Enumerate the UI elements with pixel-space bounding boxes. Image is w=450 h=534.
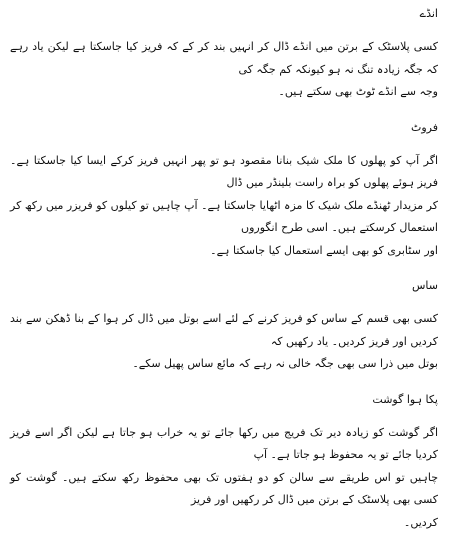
- paragraph-line: کسی بھی قسم کے ساس کو فریز کرنے کے لئے اسے بوتل میں ڈال کر ہوا کے بنا ڈھکن سے بند کردیں اور فریز کردیں۔ یاد رکھیں کہ: [10, 308, 438, 353]
- paragraph-line: چاہیں تو اس طریقے سے سالن کو دو ہفتوں تک بھی محفوظ رکھ سکتے ہیں۔ گوشت کو کسی بھی پلاسٹک کے برتن میں ڈال کر رکھیں اور فریز: [10, 467, 438, 512]
- section-paragraph: [10, 150, 438, 263]
- section-heading: فروٹ: [10, 118, 438, 137]
- paragraph-line: اگر آپ کو پھلوں کا ملک شیک بنانا مقصود ہو تو پھر انہیں فریز کرکے ایسا کیا جاسکتا ہے۔ فریز ہوئے پھلوں کو براہ راست بلینڈر میں ڈال: [10, 150, 438, 195]
- section-eggs: [10, 4, 438, 104]
- paragraph-line: وجہ سے انڈے ٹوٹ بھی سکتے ہیں۔: [10, 81, 438, 104]
- paragraph-line: اگر گوشت کو زیادہ دیر تک فریج میں رکھا جائے تو یہ خراب ہو جاتا ہے لیکن اگر اسے فریز کردیا جائے تو یہ محفوظ ہو جاتا ہے۔ آپ: [10, 422, 438, 467]
- section-sauce: [10, 276, 438, 376]
- paragraph-line: کسی پلاسٹک کے برتن میں انڈے ڈال کر انہیں بند کر کے کہ فریز کیا جاسکتا ہے لیکن یاد رہے کہ جگہ زیادہ تنگ نہ ہو کیونکہ کم جگہ کی: [10, 36, 438, 81]
- section-paragraph: [10, 308, 438, 376]
- section-paragraph: [10, 422, 438, 534]
- section-fruit: [10, 118, 438, 263]
- paragraph-line: اور سٹابری کو بھی ایسے استعمال کیا جاسکتا ہے۔: [10, 240, 438, 263]
- paragraph-line: کردیں۔: [10, 512, 438, 534]
- section-cooked-meat: [10, 390, 438, 534]
- section-heading: ساس: [10, 276, 438, 295]
- section-heading: پکا ہوا گوشت: [10, 390, 438, 409]
- paragraph-line: بوتل میں ذرا سی بھی جگہ خالی نہ رہے کہ مائع ساس پھیل سکے۔: [10, 353, 438, 376]
- section-heading: انڈے: [10, 4, 438, 23]
- paragraph-line: کر مزیدار ٹھنڈے ملک شیک کا مزہ اٹھایا جاسکتا ہے۔ آپ چاہیں تو کیلوں کو فریزر میں رکھ کر استعمال کرسکتے ہیں۔ اسی طرح انگوروں: [10, 195, 438, 240]
- section-paragraph: [10, 36, 438, 104]
